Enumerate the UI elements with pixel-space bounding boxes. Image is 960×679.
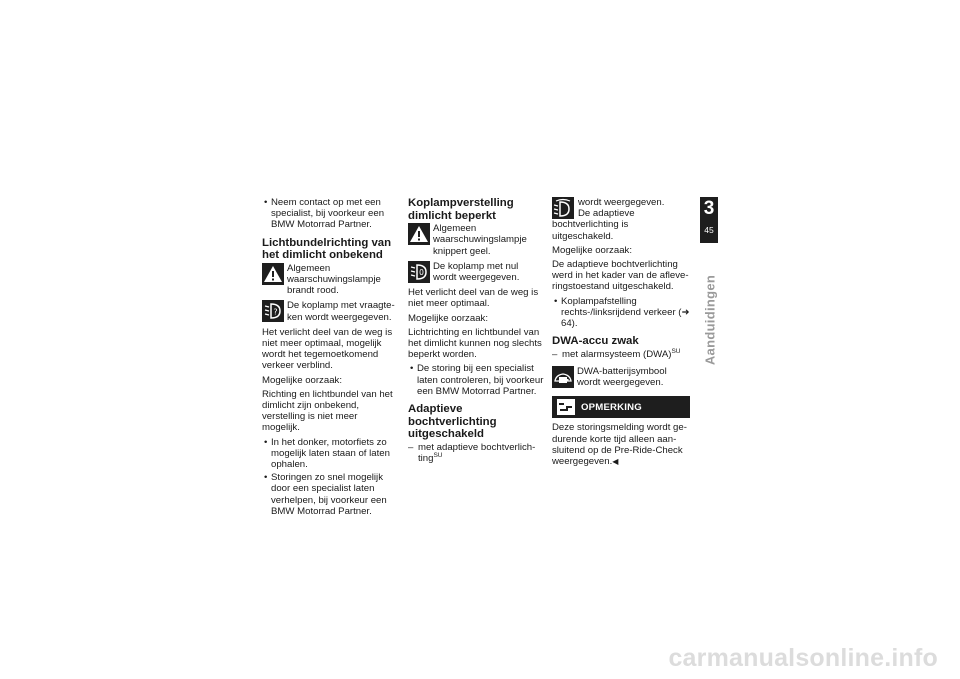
headlight-row [262, 300, 397, 322]
effect-paragraph: Het verlicht deel van de weg is niet meer optimaal. [408, 287, 539, 310]
effect-paragraph: Het verlicht deel van de weg is niet meer optimaal, mogelijk wordt het tegemoetkomend verkeer verblind. [262, 326, 393, 372]
cause-label: Mogelijke oorzaak: [552, 244, 632, 256]
adaptive-headlight-icon [552, 197, 574, 219]
adaptive-text-2: De adaptieve bochtverlichting is uitgeschakeld. [552, 208, 635, 242]
warning-row [262, 263, 397, 297]
warning-text: Algemeen waarschuwingslampje knippert geel. [433, 223, 527, 257]
headlight-row [408, 261, 544, 283]
headlight-zero-icon [408, 261, 430, 283]
page-number: 45 [704, 225, 714, 235]
section-title-dwa-accu: DWA-accu zwak [552, 335, 639, 348]
headlight-text: De koplamp met nul wordt weergegeven. [433, 260, 520, 283]
cause-text: Richting en lichtbundel van het dimlicht zijn onbekend, verstelling is niet meer mogelijk. [262, 388, 393, 434]
watermark: carmanualsonline.info [668, 644, 938, 672]
adaptive-block [552, 197, 690, 242]
dash-condition [552, 349, 690, 360]
section-title-koplampverstelling: Koplampverstelling dimlicht beperkt [408, 197, 514, 222]
dwa-row [552, 366, 690, 388]
intro-bullet: • Neem contact op met een specialist, bij voorkeur een BMW Motorrad Partner. [262, 197, 397, 231]
dash-condition [408, 442, 544, 464]
cause-label: Mogelijke oorzaak: [408, 312, 488, 324]
bullet-repair: • Storingen zo snel mogelijk door een specialist laten verhelpen, bij voorkeur een BMW Motorrad Partner. [262, 472, 397, 517]
dash-text: met adaptieve bochtverlichting [418, 441, 536, 465]
chapter-number: 3 [703, 198, 715, 219]
chapter-tab [700, 197, 718, 243]
bullet-koplampafstelling[interactable]: • Koplampafstelling rechts-/linksrijdend verkeer (➜ 64). [552, 296, 690, 330]
svg-text:?: ? [273, 307, 278, 317]
warning-text: Algemeen waarschuwingslampje brandt rood. [287, 262, 381, 297]
section-title-adaptieve-bochtverlichting: Adaptieve bochtverlichting uitgeschakeld [408, 403, 497, 441]
note-header [552, 396, 690, 418]
section-title-dimlicht-onbekend: Lichtbundelrichting van het dimlicht onbekend [262, 236, 392, 262]
headlight-text: De koplamp met vraagteken wordt weergegeven. [287, 300, 395, 323]
note-hand-icon [557, 399, 575, 415]
column-1 [262, 197, 397, 519]
bullet-dark: • In het donker, motorfiets zo mogelijk laten staan of laten ophalen. [262, 437, 397, 471]
cause-text: Lichtrichting en lichtbundel van het dimlicht kunnen nog slechts beperkt worden. [408, 326, 542, 361]
sup-marker: SU [433, 451, 443, 459]
chapter-side-label [690, 260, 730, 380]
svg-text:0: 0 [419, 267, 424, 277]
warning-triangle-icon [262, 263, 284, 285]
dash-text: met alarmsysteem (DWA) [562, 348, 672, 360]
column-3 [552, 197, 690, 470]
end-marker: ◀ [612, 457, 619, 467]
dwa-text: DWA-batterijsymbool wordt weergegeven. [577, 366, 667, 389]
headlight-question-icon [262, 300, 284, 322]
warning-triangle-icon [408, 223, 430, 245]
bullet-check: • De storing bij een specialist laten controleren, bij voorkeur een BMW Motorrad Partner. [408, 363, 544, 397]
adaptive-text-1: wordt weergegeven. [578, 197, 665, 208]
column-2 [408, 197, 544, 466]
warning-row [408, 223, 544, 257]
note-text: Deze storingsmelding wordt gedurende korte tijd alleen aansluitend op de Pre-Ride-Check weergegeven. [552, 422, 687, 468]
cause-text: De adaptieve bochtverlichting werd in het kader van de afleveringstoestand uitgeschakeld. [552, 259, 689, 293]
note-title: OPMERKING [581, 401, 642, 413]
dwa-battery-icon [552, 366, 574, 388]
note-text-block [552, 422, 690, 467]
sup-marker: SU [671, 347, 681, 355]
cause-label: Mogelijke oorzaak: [262, 374, 342, 386]
chapter-side-label-text: Aanduidingen [702, 274, 718, 366]
